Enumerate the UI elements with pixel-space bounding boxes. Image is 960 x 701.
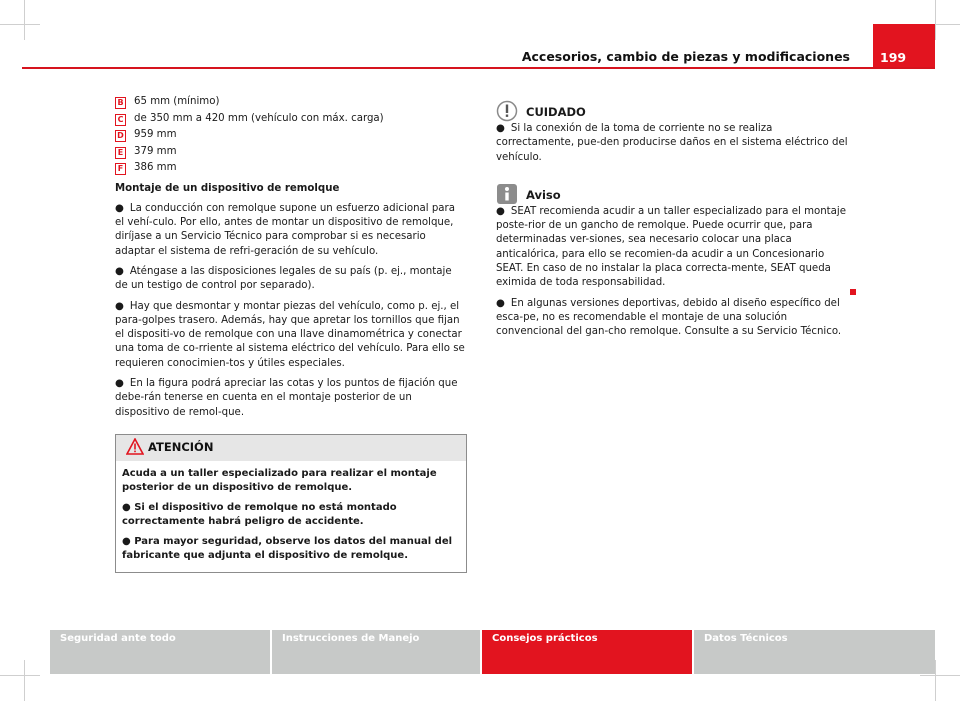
- bullet-paragraph: [115, 265, 467, 294]
- warning-box-header: [116, 435, 466, 461]
- bullet-paragraph: [496, 297, 851, 340]
- dimension-value: de 350 mm a 420 mm (vehículo con máx. carga): [134, 112, 384, 124]
- warning-text: ● Si el dispositivo de remolque no está montado correctamente habrá peligro de accidente.: [122, 501, 397, 527]
- header-rule: [22, 67, 935, 69]
- warning-box: [115, 434, 467, 573]
- bullet-paragraph: [496, 122, 851, 165]
- footer-tab-datos[interactable]: Datos Técnicos: [694, 630, 935, 674]
- caution-exclamation-icon: [496, 100, 518, 122]
- paragraph-text: Hay que desmontar y montar piezas del vehículo, como p. ej., el para-golpes trasero. Además, hay que apretar los tornillos que fijan el dispositi-vo de remolque con una llave dinamométrica y conectar una toma de co-rriente al sistema eléctrico del vehículo. Para ello se requieren conocimien-tos y útiles especiales.: [115, 300, 465, 369]
- dimension-label-badge: E: [115, 147, 126, 159]
- bullet-paragraph: [115, 377, 467, 420]
- crop-mark: [0, 675, 40, 676]
- bullet-paragraph: [115, 300, 467, 371]
- dimension-row: [115, 128, 467, 145]
- dimension-row: [115, 112, 467, 129]
- section-title: Accesorios, cambio de piezas y modificaciones: [521, 49, 850, 64]
- warning-triangle-icon: [126, 438, 144, 455]
- bullet-symbol: ●: [496, 297, 505, 309]
- crop-mark: [935, 660, 936, 701]
- paragraph-text: En la figura podrá apreciar las cotas y los puntos de fijación que debe-rán tenerse en cuenta en el montaje posterior de un dispositivo de remol-que.: [115, 378, 458, 418]
- dimension-value: 959 mm: [134, 129, 177, 140]
- crop-mark: [935, 0, 936, 40]
- crop-mark: [920, 675, 960, 676]
- paragraph-text: Si la conexión de la toma de corriente no se realiza correctamente, pue-den producirse daños en el sistema eléctrico del vehículo.: [496, 123, 848, 163]
- bullet-symbol: ●: [496, 123, 505, 134]
- warning-body: [116, 461, 466, 572]
- warning-title: ATENCIÓN: [148, 439, 214, 454]
- end-of-section-square-icon: [850, 289, 856, 295]
- bullet-symbol: ●: [496, 205, 505, 217]
- crop-mark: [24, 660, 25, 701]
- bullet-symbol: ●: [115, 202, 124, 214]
- bullet-symbol: ●: [115, 378, 124, 390]
- bullet-paragraph: [115, 202, 467, 259]
- paragraph-text: En algunas versiones deportivas, debido al diseño específico del esca-pe, no es recomendable el montaje de una solución convencional del gan-cho remolque. Consulte a su Servicio Técnico.: [496, 297, 842, 338]
- dimension-label-badge: C: [115, 114, 126, 126]
- caution-title: CUIDADO: [526, 105, 586, 119]
- footer-tab-consejos[interactable]: Consejos prácticos: [482, 630, 692, 674]
- note-title: Aviso: [526, 187, 561, 202]
- dimension-value: 379 mm: [134, 145, 177, 157]
- paragraph-text: SEAT recomienda acudir a un taller especializado para el montaje poste-rior de un gancho de remolque. Puede ocurrir que, para determinadas ver-siones, sea necesario colocar una placa anticalórica, para ello se recomien-da acudir a un Concesionario SEAT. En caso de no instalar la placa correcta-mente, SEAT queda eximida de toda responsabilidad.: [496, 205, 847, 289]
- crop-mark: [24, 0, 25, 40]
- page-number: 199: [880, 50, 907, 65]
- bullet-symbol: ●: [115, 265, 124, 277]
- footer-nav: [50, 630, 935, 674]
- note-header: [496, 183, 851, 205]
- right-column: [496, 100, 851, 346]
- footer-tab-instrucciones[interactable]: Instrucciones de Manejo: [272, 630, 480, 674]
- dimension-label-badge: F: [115, 163, 126, 175]
- warning-text: ● Para mayor seguridad, observe los datos del manual del fabricante que adjunta el dispositivo de remolque.: [122, 535, 453, 561]
- dimension-row: [115, 145, 467, 162]
- dimension-label-badge: D: [115, 130, 126, 142]
- footer-tab-seguridad[interactable]: Seguridad ante todo: [50, 630, 270, 674]
- bullet-symbol: ●: [115, 300, 124, 312]
- caution-header: [496, 100, 851, 122]
- warning-text: Acuda a un taller especializado para realizar el montaje posterior de un dispositivo de remolque.: [122, 467, 437, 493]
- dimension-label-badge: B: [115, 97, 126, 109]
- crop-mark: [0, 24, 40, 25]
- bullet-paragraph: [496, 205, 851, 291]
- paragraph-text: La conducción con remolque supone un esfuerzo adicional para el vehí-culo. Por ello, antes de montar un dispositivo de remolque, diríjase a un Servicio Técnico para comprobar si es necesario adaptar el sistema de refri-geración de su vehículo.: [115, 202, 455, 257]
- dimension-row: [115, 161, 467, 178]
- section-heading: Montaje de un dispositivo de remolque: [115, 182, 340, 194]
- paragraph-text: Aténgase a las disposiciones legales de su país (p. ej., montaje de un testigo de control por separado).: [115, 265, 452, 292]
- dimension-value: 386 mm: [134, 162, 177, 173]
- dimension-row: [115, 95, 467, 112]
- left-column: [115, 95, 467, 573]
- dimension-value: 65 mm (mínimo): [134, 96, 220, 107]
- note-info-icon: [496, 183, 518, 205]
